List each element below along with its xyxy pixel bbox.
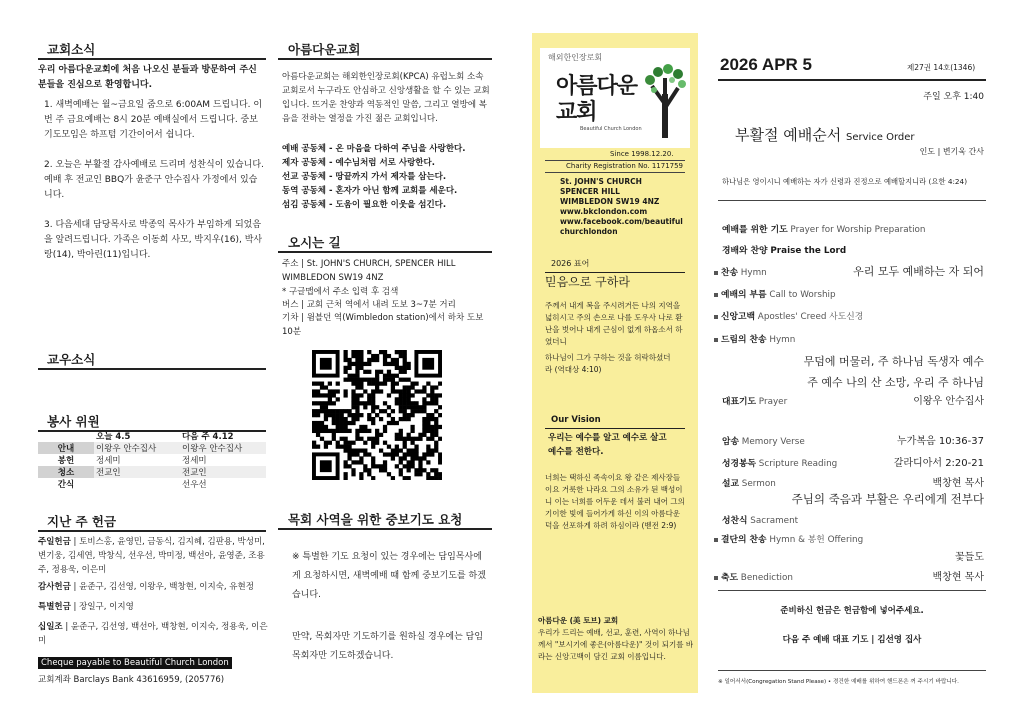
order-item-prayer-prep: 예배를 위한 기도 Prayer for Worship Preparation: [722, 225, 926, 235]
qr-code[interactable]: [312, 350, 442, 480]
vision-title: Our Vision: [551, 415, 601, 425]
offering-group-special: 특별헌금 | 장일구, 이지영: [38, 602, 134, 612]
order-hymn-title: 우리 모두 예배하는 자 되어: [853, 265, 984, 278]
offering-hymn-title: 꽃들도: [955, 552, 984, 563]
rep-prayer-person: 이왕우 안수집사: [913, 396, 984, 407]
order-item-call: 예배의 부름 Call to Worship: [714, 287, 836, 300]
order-item-hymn: 찬송 Hymn: [714, 265, 767, 278]
since-date: Since 1998.12.20.: [610, 150, 674, 158]
cheque-note: Cheque payable to Beautiful Church London: [38, 657, 232, 669]
news-item-1: 1. 새벽예배는 월~금요일 줌으로 6:00AM 드립니다. 이번 주 금요예배는 8시 20분 예배실에서 드립니다. 중보기도모임은 하프텀 기간이어서 쉽니다.: [44, 100, 263, 140]
offering-group-tithe: 십일조 | 윤준구, 김선영, 백선아, 백창현, 이지숙, 정용욱, 이은미: [38, 622, 268, 646]
denomination: 해외한인장로회: [548, 53, 603, 62]
table-row: 안내 이왕우 안수집사 이왕우 안수집사: [38, 442, 266, 454]
table-row: 청소 전교인 전교인: [38, 466, 266, 478]
offering-title: 지난 주 헌금: [47, 514, 117, 529]
offering-group-thanks: 감사헌금 | 윤준구, 김선영, 이왕우, 백창현, 이지숙, 유현정: [38, 582, 254, 592]
vol-this-week: 오늘 4.5: [96, 432, 131, 442]
news-item-3: 3. 다음세대 담당목사로 박종익 목사가 부임하게 되었음을 알려드립니다. 가족은 이동희 사모, 박지우(16), 박사랑(14), 박아린(11)입니다.: [44, 220, 263, 260]
memory-ref: 누가복음 10:36-37: [897, 436, 984, 447]
logo-subtitle: Beautiful Church London: [580, 126, 642, 132]
hymn-line-1: 무덤에 머물러, 주 하나님 독생자 예수: [803, 355, 984, 368]
bank-account: 교회계좌 Barclays Bank 43616959, (205776): [38, 675, 225, 685]
about-title: 아름다운교회: [288, 42, 361, 57]
motto-verse-ref: 하나님이 그가 구하는 것을 허락하셨더라 (역대상 4:10): [545, 353, 671, 374]
service-footnote: ※ 일어서서(Congregation Stand Please) • 경건한 예배를 위하여 핸드폰은 꺼 주시기 바랍니다.: [718, 679, 959, 685]
volunteers-title: 봉사 위원: [47, 414, 100, 429]
directions-train: 기차 | 윔블던 역(Wimbledon station)에서 하차 도보 10분: [282, 313, 484, 337]
benediction-person: 백창현 목사: [932, 572, 984, 583]
order-item-praise: 경배와 찬양 Praise the Lord: [722, 246, 847, 256]
vol-next-week: 다음 주 4.12: [182, 432, 234, 442]
offering-group-sunday: 주일헌금 | 토비스홍, 윤영민, 금동식, 김지혜, 김판용, 박성미, 변기웅, 김세연, 박창식, 선우선, 박미정, 백선아, 윤영준, 조용주, 정용욱, 이은미: [38, 537, 265, 575]
directions-google: * 구글맵에서 주소 입력 후 검색: [282, 287, 399, 297]
service-leader: 인도 | 변기욱 간사: [919, 147, 984, 156]
service-time: 주일 오후 1:40: [923, 92, 984, 102]
next-week-prayer: 다음 주 예배 대표 기도 | 김선영 집사: [782, 635, 922, 645]
cover-address: St. JOHN'S CHURCH SPENCER HILL WIMBLEDON SW19 4NZ www.bkclondon.com www.facebook.com/beautiful churchlondon: [560, 177, 683, 236]
news-welcome: 우리 아름다운교회에 처음 나오신 분들과 방문하여 주신 분들을 진심으로 환영합니다.: [38, 65, 257, 90]
vision-verse: 너희는 택하신 족속이요 왕 같은 제사장들이요 거룩한 나라요 그의 소유가 된 백성이니 이는 너희를 어두운 데서 불러 내어 그의 기이한 빛에 들어가게 하신 이의 아름다운 덕을 선포하게 하려 하심이라 (벧전 2:9): [545, 473, 685, 530]
order-item-benediction: 축도 Benediction: [714, 570, 793, 583]
volunteer-table: [38, 430, 266, 490]
directions-bus: 버스 | 교회 근처 역에서 내려 도보 3~7분 거리: [282, 300, 456, 310]
order-item-rep-prayer: 대표기도 Prayer: [722, 397, 788, 407]
order-item-sermon: 설교 Sermon: [722, 479, 776, 489]
news-item-2: 2. 오늘은 부활절 감사예배로 드리며 성찬식이 있습니다. 예배 후 전교인 BBQ가 윤준구 안수집사 가정에서 있습니다.: [44, 160, 264, 200]
prayer-title: 목회 사역을 위한 중보기도 요청: [288, 512, 463, 527]
footer-title: 아름다운 (美 토브) 교회: [538, 616, 619, 625]
bulletin-volume: 제27권 14호(1346): [907, 63, 976, 72]
motto-verse: 주께서 내게 복을 주시려거든 나의 지역을 넓히시고 주의 손으로 나를 도우사 나로 환난을 벗어나 내게 근심이 없게 하옵소서 하였더니: [545, 301, 683, 346]
year-label: 2026 표어: [551, 259, 590, 268]
hymn-line-2: 주 예수 나의 산 소망, 우리 주 하나님: [807, 376, 984, 389]
service-title: 부활절 예배순서 Service Order: [735, 126, 915, 144]
news-title: 교회소식: [47, 42, 96, 57]
directions-address: 주소 | St. JOHN'S CHURCH, SPENCER HILL WIMBLEDON SW19 4NZ: [282, 259, 456, 283]
directions-title: 오시는 길: [288, 235, 341, 250]
service-verse: 하나님은 영이시니 예배하는 자가 신령과 진정으로 예배할지니라 (요한 4:24): [722, 177, 968, 186]
motto-title: 믿음으로 구하라: [545, 275, 630, 289]
order-item-offering: 결단의 찬송 Hymn & 봉헌 Offering: [714, 532, 863, 545]
vision-text: 우리는 예수를 알고 예수로 살고 예수를 전한다.: [548, 433, 667, 457]
charity-number: Charity Registration No. 1171759: [566, 162, 684, 170]
church-logo-text: 아름다운 교회: [556, 74, 638, 125]
table-row: 간식 선우선: [57, 480, 207, 490]
offering-note: 준비하신 헌금은 헌금함에 넣어주세요.: [780, 606, 924, 616]
order-item-memory: 암송 Memory Verse: [722, 437, 805, 447]
order-item-sacrament: 성찬식 Sacrament: [722, 516, 799, 526]
tree-logo-icon: [644, 64, 686, 140]
reading-ref: 갈라디아서 2:20-21: [893, 458, 984, 469]
sermon-person: 백창현 목사: [932, 478, 984, 489]
footer-text: 우리가 드리는 예배, 선교, 훈련, 사역이 하나님께서 "보시기에 좋은(아름다운)" 것이 되기를 바라는 신앙고백이 담긴 교회 이름입니다.: [538, 628, 694, 661]
about-mottos: 예배 공동체 - 온 마음을 다하여 주님을 사랑한다. 제자 공동체 - 예수님처럼 서로 사랑한다. 선교 공동체 - 땅끝까지 가서 제자를 삼는다. 동역 공동체 - 혼자가 아닌 함께 교회를 세운다. 섬김 공동체 - 도움이 필요한 이웃을 섬긴다.: [282, 144, 466, 210]
order-item-reading: 성경봉독 Scripture Reading: [722, 459, 838, 469]
table-row: 봉헌 정세미 정세미: [57, 456, 207, 466]
service-date: 2026 APR 5: [720, 55, 812, 74]
about-text: 아름다운교회는 해외한인장로회(KPCA) 유럽노회 소속 교회로서 누구라도 안심하고 신앙생활을 할 수 있는 교회입니다. 뜨거운 찬양과 역동적인 말씀, 그리고 열방에 복음을 전하는 열정을 가진 젊은 교회입니다.: [282, 72, 490, 124]
prayer-p1: ※ 특별한 기도 요청이 있는 경우에는 담임목사에게 요청하시면, 새벽예배 때 함께 중보기도를 하겠습니다.: [292, 552, 486, 600]
order-item-creed: 신앙고백 Apostles' Creed 사도신경: [714, 309, 863, 322]
members-title: 교우소식: [47, 352, 96, 367]
prayer-p2: 만약, 목회자만 기도하기를 원하실 경우에는 담임 목회자만 기도하겠습니다.: [292, 632, 484, 661]
sermon-title: 주님의 죽음과 부활은 우리에게 전부다: [791, 492, 984, 506]
order-item-offering-hymn: 드림의 찬송 Hymn: [714, 332, 795, 345]
